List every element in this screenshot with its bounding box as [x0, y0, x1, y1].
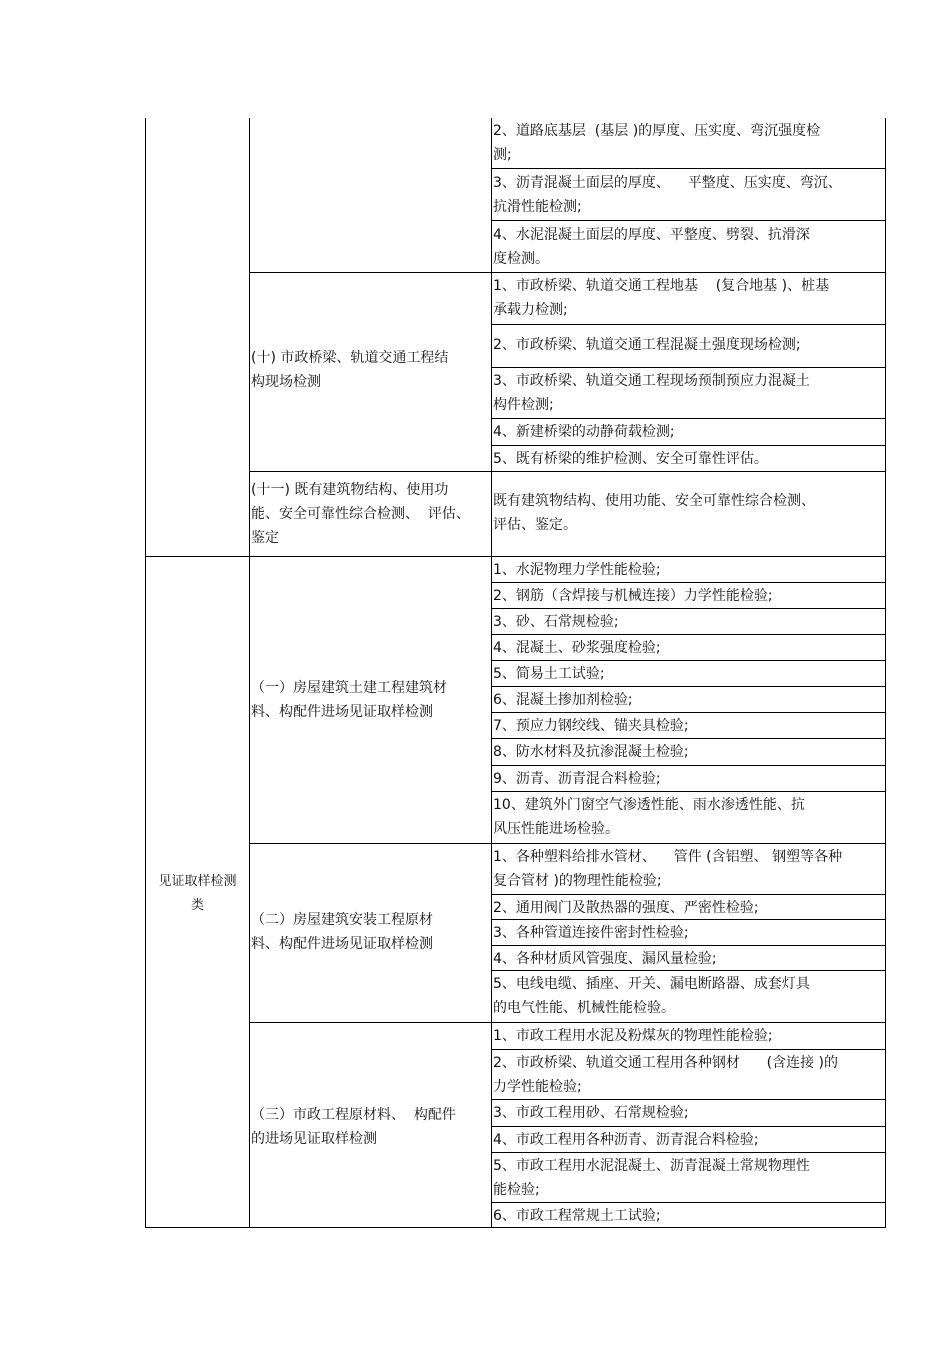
item-text: 3、沥青混凝土面层的厚度、 平整度、压实度、弯沉、 抗滑性能检测; — [493, 175, 842, 215]
row-divider — [491, 445, 886, 446]
row-divider — [491, 791, 886, 792]
table-border-left — [145, 118, 146, 1228]
group-title: （二）房屋建筑安装工程原材 料、构配件进场见证取样检测 — [251, 912, 433, 952]
row-divider — [491, 765, 886, 766]
item-text: 5、简易土工试验; — [493, 666, 605, 682]
row-divider — [491, 1202, 886, 1203]
item-text: 2、钢筋（含焊接与机械连接）力学性能检验; — [493, 588, 773, 604]
row-divider — [491, 1152, 886, 1153]
item-text: 1、市政桥梁、轨道交通工程地基 (复合地基 )、桩基 承载力检测; — [493, 278, 830, 318]
row-divider — [491, 608, 886, 609]
item-text: 6、市政工程常规土工试验; — [493, 1208, 661, 1224]
item-text: 1、各种塑料给排水管材、 管件 (含铝塑、 钢塑等各种 复合管材 )的物理性能检验; — [493, 849, 843, 889]
item-text: 1、市政工程用水泥及粉煤灰的物理性能检验; — [493, 1028, 773, 1044]
item-text: 7、预应力钢绞线、锚夹具检验; — [493, 718, 689, 734]
row-divider — [491, 660, 886, 661]
item-text: 4、各种材质风管强度、漏风量检验; — [493, 951, 717, 967]
row-divider — [491, 945, 886, 946]
column-divider-1 — [249, 118, 250, 1228]
category-label: 见证取样检测 类 — [158, 874, 237, 913]
group-divider — [249, 1022, 886, 1023]
group-title: (十一) 既有建筑物结构、使用功 能、安全可靠性综合检测、 评估、 鉴定 — [251, 482, 470, 546]
row-divider — [491, 1049, 886, 1050]
item-text: 既有建筑物结构、使用功能、安全可靠性综合检测、 评估、鉴定。 — [493, 493, 815, 533]
row-divider — [491, 367, 886, 368]
group-divider — [249, 843, 886, 844]
item-text: 6、混凝土掺加剂检验; — [493, 692, 633, 708]
item-text: 4、水泥混凝土面层的厚度、平整度、劈裂、抗滑深 度检测。 — [493, 227, 810, 267]
group-divider — [249, 471, 886, 472]
item-text: 3、市政工程用砂、石常规检验; — [493, 1105, 689, 1121]
row-divider — [491, 738, 886, 739]
row-divider — [491, 712, 886, 713]
item-text: 9、沥青、沥青混合料检验; — [493, 771, 661, 787]
item-text: 2、道路底基层 (基层 )的厚度、压实度、弯沉强度检 测; — [493, 123, 821, 163]
item-text: 10、建筑外门窗空气渗透性能、雨水渗透性能、抗 风压性能进场检验。 — [493, 797, 805, 837]
item-text: 3、市政桥梁、轨道交通工程现场预制预应力混凝土 构件检测; — [493, 373, 810, 413]
row-divider — [491, 1099, 886, 1100]
item-text: 2、通用阀门及散热器的强度、严密性检验; — [493, 900, 759, 916]
group-divider — [249, 272, 886, 273]
row-divider — [491, 168, 886, 169]
item-text: 4、新建桥梁的动静荷载检测; — [493, 424, 675, 440]
item-text: 5、既有桥梁的维护检测、安全可靠性评估。 — [493, 451, 768, 467]
item-text: 4、市政工程用各种沥青、沥青混合料检验; — [493, 1132, 759, 1148]
item-text: 4、混凝土、砂浆强度检验; — [493, 640, 661, 656]
row-divider — [491, 324, 886, 325]
row-divider — [491, 582, 886, 583]
item-text: 5、电线电缆、插座、开关、漏电断路器、成套灯具 的电气性能、机械性能检验。 — [493, 976, 810, 1016]
row-divider — [491, 894, 886, 895]
item-text: 1、水泥物理力学性能检验; — [493, 562, 661, 578]
row-divider — [491, 220, 886, 221]
row-divider — [491, 686, 886, 687]
item-text: 5、市政工程用水泥混凝土、沥青混凝土常规物理性 能检验; — [493, 1158, 810, 1198]
row-divider — [491, 1126, 886, 1127]
group-title: (十) 市政桥梁、轨道交通工程结 构现场检测 — [251, 350, 449, 390]
section-divider — [145, 556, 886, 557]
item-text: 2、市政桥梁、轨道交通工程用各种钢材 (含连接 )的 力学性能检验; — [493, 1055, 838, 1095]
group-title: （一）房屋建筑土建工程建筑材 料、构配件进场见证取样检测 — [251, 680, 447, 720]
item-text: 2、市政桥梁、轨道交通工程混凝土强度现场检测; — [493, 337, 801, 353]
group-title: （三）市政工程原材料、 构配件 的进场见证取样检测 — [251, 1107, 456, 1147]
column-divider-2 — [491, 118, 492, 1228]
table-border-right — [885, 118, 886, 1228]
item-text: 3、各种管道连接件密封性检验; — [493, 925, 689, 941]
item-text: 3、砂、石常规检验; — [493, 614, 619, 630]
row-divider — [491, 634, 886, 635]
row-divider — [491, 418, 886, 419]
item-text: 8、防水材料及抗渗混凝土检验; — [493, 744, 689, 760]
